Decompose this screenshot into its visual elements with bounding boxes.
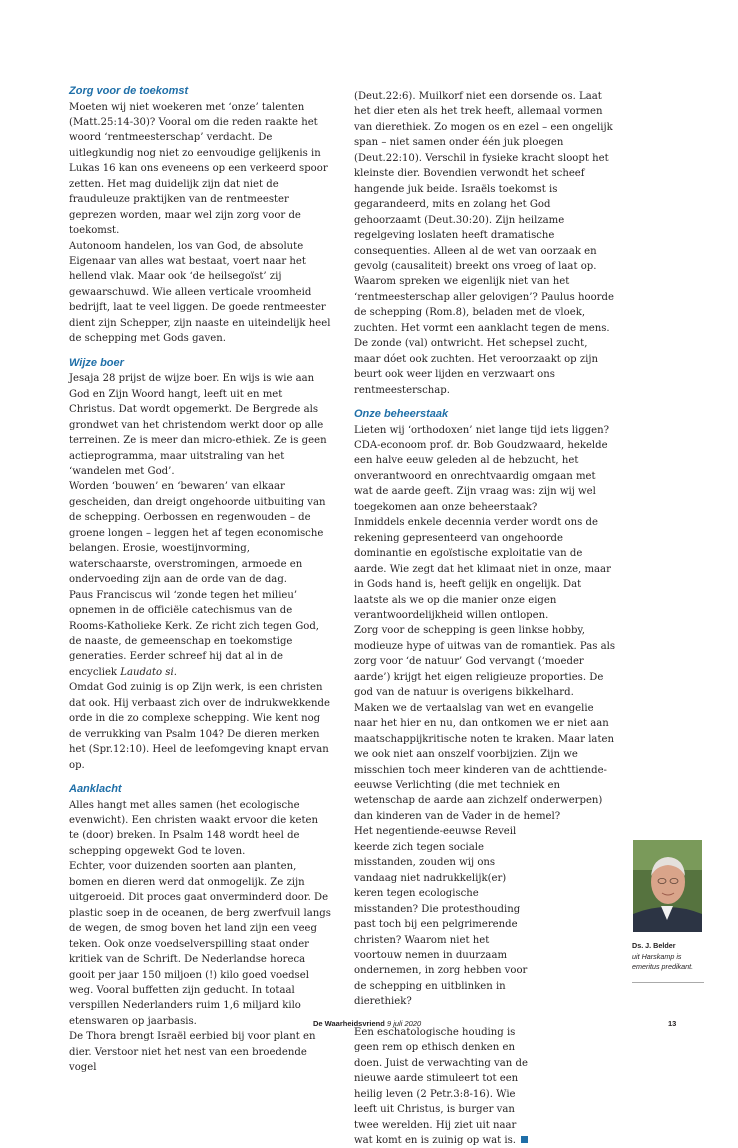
paragraph: Paus Franciscus wil ‘zonde tegen het milieu’ opnemen in de officiële catechismus van de Rooms-Katholieke Kerk. Ze richt zich tegen God, de naaste, de gemeenschap en toekomstige generaties. Eerder schreef hij dat al in de encycliek Laudato si. xyxy=(69,589,319,678)
paragraph: Moeten wij niet woekeren met ‘onze’ talenten (Matt.25:14-30)? Vooral om die reden raakte het woord ‘rentmeesterschap’ verdacht. De uitlegkundig nog niet zo eenvoudige gelijkenis in Lukas 16 kan ons eveneens op een verkeerd spoor zetten. Het mag duidelijk zijn dat niet de frauduleuze praktijken van de rentmeester geprezen worden, maar wel zijn zorg voor de toekomst. xyxy=(69,101,328,237)
paragraph: Inmiddels enkele decennia verder wordt ons de rekening gepresenteerd van ongehoorde dominantie en egoïstische exploitatie van de aarde. Wie zegt dat het klimaat niet in onze, maar in Gods hand is, heeft gelijk en ongelijk. Dat laatste als we op die manier onze eigen verantwoordelijkheid willen ontlopen. xyxy=(354,517,611,621)
paragraph: Lieten wij ‘orthodoxen’ niet lange tijd iets liggen? CDA-econoom prof. dr. Bob Goudzwaard, hekelde een halve eeuw geleden al de hebzucht, het onverantwoord en onrechtvaardig omgaan met wat de aarde geeft. Zijn vraag was: zijn wij wel toegekomen aan onze beheerstaak? xyxy=(354,424,610,513)
end-of-article-mark xyxy=(521,1136,528,1143)
section-heading-zorg: Zorg voor de toekomst xyxy=(69,85,189,97)
section-heading-aanklacht: Aanklacht xyxy=(69,783,122,796)
paragraph: Autonoom handelen, los van God, de absolute Eigenaar van alles wat bestaat, voert naar het hellend vlak. Maar ook ‘de heilsegoïst’ zij gewaarschuwd. Wie alleen verticale vroomheid bedrijft, laat te veel liggen. De goede rentmeester dient zijn Schepper, zijn naaste en uiteindelijk heel de schepping met Gods gaven. xyxy=(69,240,331,345)
paragraph: Waarom spreken we eigenlijk niet van het ‘rentmeesterschap aller gelovigen’? Paulus hoorde de schepping (Rom.8), beladen met de vloek, zuchten. Het vormt een aanklacht tegen de mens. De zonde (val) ontwricht. Het schepsel zucht, maar dóet ook zuchten. Het veroorzaakt op zijn beurt ook weer lijden en verzwaart ons rentmeesterschap. xyxy=(354,276,614,396)
paragraph: Jesaja 28 prijst de wijze boer. En wijs is wie aan God en Zijn Woord hangt, leeft uit en met Christus. Dat wordt opgemerkt. De Bergrede als grondwet van het christendom werkt door op alle terreinen. Ze is meer dan micro-ethiek. Ze is geen actieprogramma, maar uitstraling van het ‘wandelen met God’. xyxy=(69,373,327,477)
article-column-1 xyxy=(69,84,331,1076)
caption-divider xyxy=(632,982,704,983)
paragraph: Een eschatologische houding is geen rem op ethisch denken en doen. Juist de verwachting van de nieuwe aarde stimuleert tot een heilig leven (2 Petr.3:8-16). Wie leeft uit Christus, is burger van twee werelden. Hij ziet uit naar wat komt en is zuinig op wat is. xyxy=(354,1026,528,1146)
paragraph: Alles hangt met alles samen (het ecologische evenwicht). Een christen waakt ervoor die keten te (door) breken. In Psalm 148 wordt heel de schepping opgewekt God te loven. xyxy=(69,799,318,857)
encyclical-title: Laudato si xyxy=(120,666,174,678)
author-description: uit Harskamp is emeritus predikant. xyxy=(632,951,694,971)
magazine-name: De Waarheidsvriend xyxy=(313,1019,385,1028)
paragraph: Echter, voor duizenden soorten aan planten, bomen en dieren werd dat onmogelijk. Ze zijn uitgeroeid. Dit proces gaat onverminderd door. De plastic soep in de oceanen, de berg zwerfvuil langs de wegen, de smog boven het land zijn een veeg teken. Ook onze voedselverspilling staat onder kritiek van de Schrift. De Nederlandse horeca gooit per jaar 150 miljoen (!) kilo goed voedsel weg. Vooral buffetten zijn geducht. In totaal verspillen Nederlanders ruim 1,6 miljard kilo etenswaren op jaarbasis. xyxy=(69,861,331,1027)
page-number: 13 xyxy=(668,1019,677,1028)
author-portrait-icon xyxy=(633,840,702,932)
paragraph: Het negentiende-eeuwse Reveil keerde zich tegen sociale misstanden, zouden wij ons vandaag niet nadrukkelijk(er) keren tegen ecologische misstanden? Die protesthouding past toch bij een pelgrimerende christen? Waarom niet het voortouw nemen in duurzaam ondernemen, in zorg hebben voor de schepping en uitblinken in dierethiek? xyxy=(354,826,528,1008)
paragraph: Maken we de vertaalslag van wet en evangelie naar het hier en nu, dan ontkomen we er niet aan maatschappijkritische noten te kraken. Maar laten we ook niet aan onszelf voorbijzien. Zijn we misschien toch meer kinderen van de achttiende-eeuwse Verlichting (die met techniek en wetenschap de aarde aan zichzelf onderwerpen) dan kinderen van de Vader in de hemel? xyxy=(354,702,614,822)
paragraph: Omdat God zuinig is op Zijn werk, is een christen dat ook. Hij verbaast zich over de indrukwekkende orde in die zo complexe schepping. Wie kent nog de verrukking van Psalm 104? De dieren merken het (Spr.12:10). Heel de leefomgeving knapt ervan op. xyxy=(69,682,330,771)
paragraph: Zorg voor de schepping is geen linkse hobby, modieuze hype of uitwas van de romantiek. Pas als zorg voor ‘de natuur’ God vervangt (‘moeder aarde’) krijgt het eigen religieuze proporties. De god van de natuur is overigens bikkelhard. xyxy=(354,625,616,699)
paragraph: De Thora brengt Israël eerbied bij voor plant en dier. Verstoor niet het nest van een broedende vogel xyxy=(69,1031,316,1074)
author-name: Ds. J. Belder xyxy=(632,941,676,950)
paragraph: Worden ‘bouwen’ en ‘bewaren’ van elkaar gescheiden, dan dreigt ongehoorde uitbuiting van de schepping. Oerbossen en regenwouden – de groene longen – leggen het af tegen economische belangen. Erosie, woestijnvorming, waterschaarste, overstromingen, armoede en ondervoeding zijn aan de orde van de dag. xyxy=(69,481,326,586)
photo-caption xyxy=(632,941,704,973)
author-photo xyxy=(633,840,702,932)
footer-publication xyxy=(313,1019,421,1028)
issue-date: 9 juli 2020 xyxy=(386,1019,422,1028)
section-heading-beheerstaak: Onze beheerstaak xyxy=(354,408,449,421)
paragraph: (Deut.22:6). Muilkorf niet een dorsende os. Laat het dier eten als het trek heeft, allemaal vormen van dierethiek. Zo mogen os en ezel – een ongelijk span – niet samen onder één juk ploegen (Deut.22:10). Verschil in fysieke kracht sloopt het kleinste dier. Bovendien verwondt het scheef hangende juk beide. Israëls toekomst is gegarandeerd, mits en zolang het God gehoorzaamt (Deut.30:20). Zijn heilzame regelgeving loslaten heeft dramatische consequenties. Alleen al de wet van oorzaak en gevolg (causaliteit) breekt ons vroeg of laat op. xyxy=(354,91,613,272)
section-heading-wijze-boer: Wijze boer xyxy=(69,356,124,369)
article-column-2 xyxy=(354,84,616,1148)
